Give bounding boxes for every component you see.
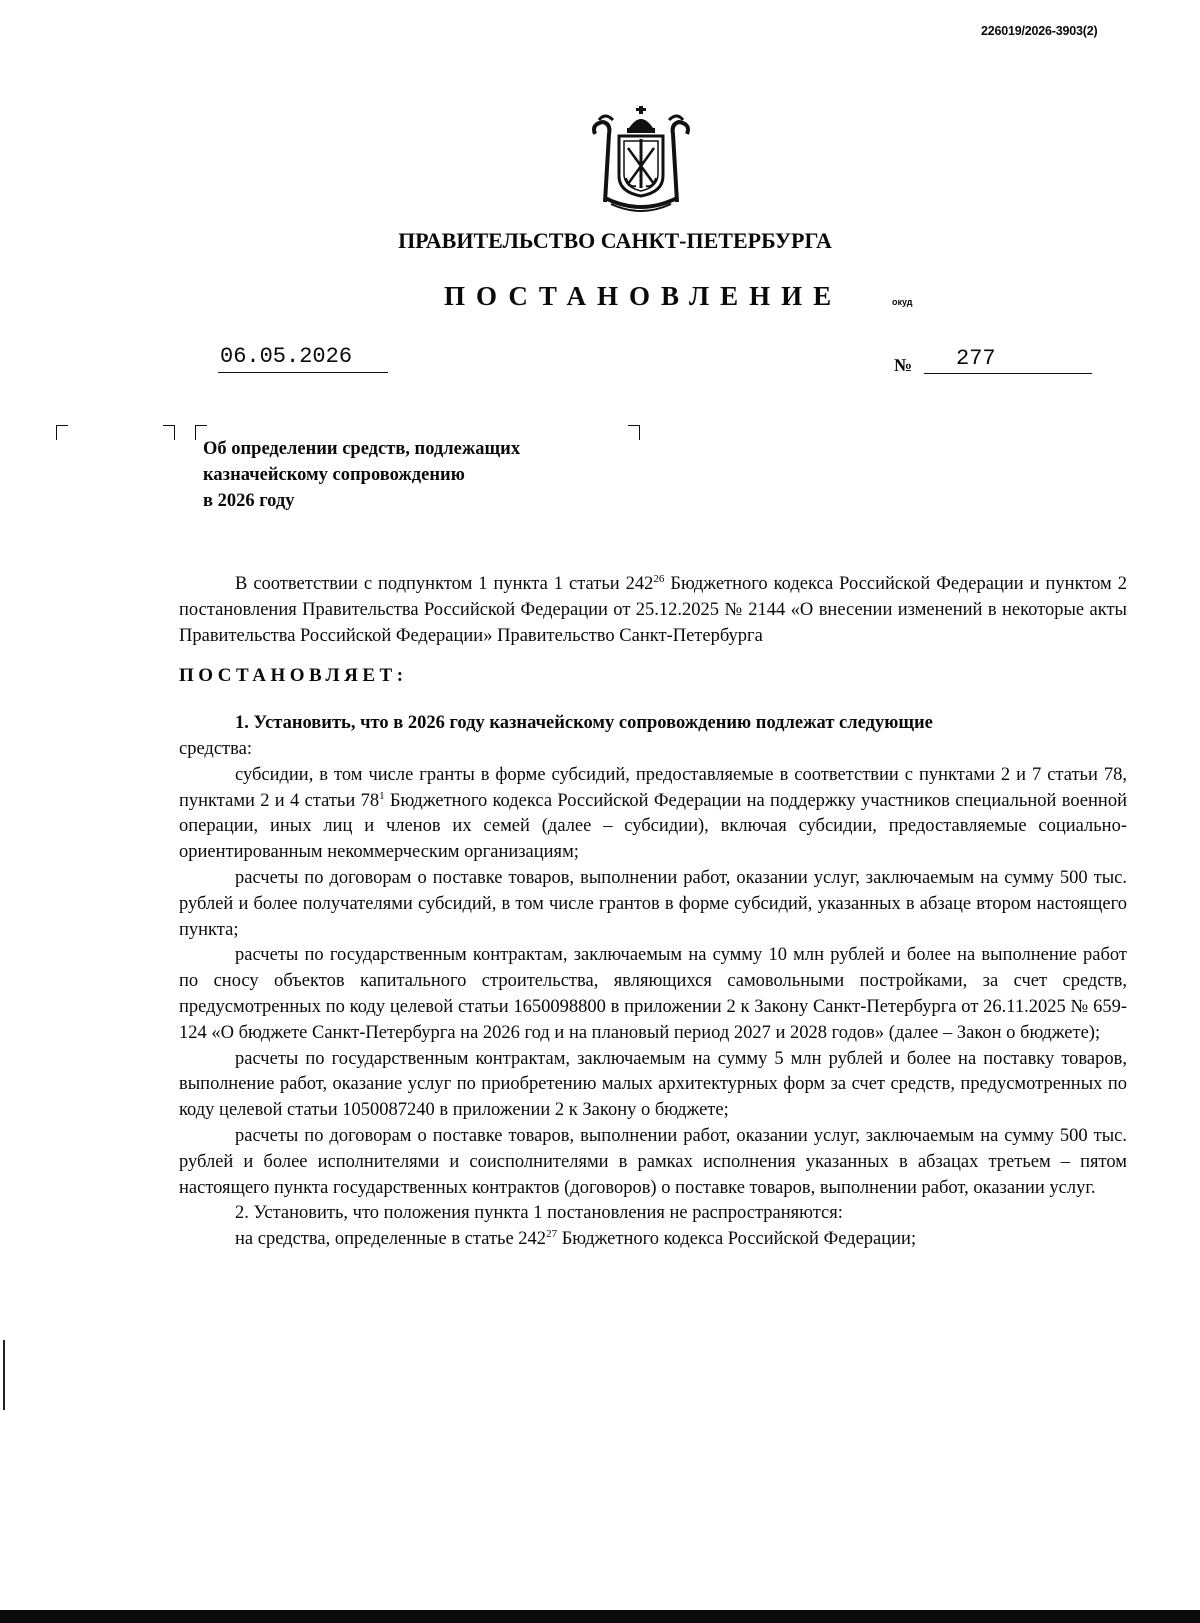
document-number-field: 277 (924, 345, 1092, 374)
clause-1-continuation: средства: (179, 738, 252, 759)
document-date-field: 06.05.2026 (218, 342, 388, 373)
subject-line-1: Об определении средств, подлежащих (203, 439, 521, 459)
subject-line-3: в 2026 году (203, 491, 295, 511)
corner-mark-left (56, 425, 68, 440)
scan-bottom-edge (0, 1610, 1200, 1623)
number-sign: № (894, 355, 913, 375)
document-subject (203, 436, 520, 514)
corner-mark-subject-right (628, 425, 640, 440)
clause-1-heading: 1. Установить, что в 2026 году казначейскому сопровождению подлежат следующие (235, 713, 933, 734)
document-registration-number: 226019/2026-3903(2) (981, 24, 1098, 38)
scan-edge-mark (3, 1340, 5, 1410)
clause-1-item-contracts-recipients: расчеты по договорам о поставке товаров, выполнении работ, оказании услуг, заключаемым на сумму 500 тыс. рублей и более получателями субсидий, в том числе грантов в форме субсидий, указанных в абзаце втором настоящего пункта; (179, 867, 1127, 940)
subject-line-2: казначейскому сопровождению (203, 465, 465, 485)
corner-mark-subject-left-outer (163, 425, 175, 440)
okud-label: окуд (892, 297, 913, 307)
clause-1-item-architectural-forms: расчеты по государственным контрактам, заключаемым на сумму 5 млн рублей и более на поставку товаров, выполнение работ, оказание услуг по приобретению малых архитектурных форм за счет средств, предусмотренных по коду целевой статьи 1050087240 в приложении 2 к Закону о бюджете; (179, 1048, 1127, 1121)
clause-1-item-demolition-contracts: расчеты по государственным контрактам, заключаемым на сумму 10 млн рублей и более на выполнение работ по сносу объектов капитального строительства, являющихся самовольными постройками, за счет средств, предусмотренных по коду целевой статьи 1650098800 в приложении 2 к Закону Санкт-Петербурга от 26.11.2025 № 659-124 «О бюджете Санкт-Петербурга на 2026 год и на плановый период 2027 и 2028 годов» (далее – Закон о бюджете); (179, 945, 1127, 1043)
coat-of-arms-emblem (591, 106, 691, 212)
clause-1-item-subcontractors: расчеты по договорам о поставке товаров, выполнении работ, оказании услуг, заключаемым на сумму 500 тыс. рублей и более исполнителями и соисполнителями в рамках исполнения указанных в абзацах третьем – пятом настоящего пункта государственных контрактов (договоров) о поставке товаров, выполнении работ, оказании услуг. (179, 1125, 1127, 1198)
clause-2-heading: 2. Установить, что положения пункта 1 постановления не распространяются: (235, 1203, 843, 1224)
preamble-paragraph: В соответствии с подпунктом 1 пункта 1 статьи $242^{26}$ Бюджетного кодекса Российской Федерации и пунктом 2 постановления Правительства Российской Федерации от 25.12.2025 № 2144 «О внесении изменений в некоторые акты Правительства Российской Федерации» Правительство Санкт-Петербурга (179, 572, 1127, 646)
government-title: ПРАВИТЕЛЬСТВО САНКТ-ПЕТЕРБУРГА (398, 228, 832, 253)
clause-1-item-subsidies: субсидии, в том числе гранты в форме субсидий, предоставляемые в соответствии с пунктами 2 и 7 статьи 78, пунктами 2 и 4 статьи $78^1$ Бюджетного кодекса Российской Федерации на поддержку участников специальной военной операции, иных лиц и членов их семей (далее – субсидии), включая субсидии, предоставляемые социально-ориентированным некоммерческим организациям; (179, 764, 1127, 863)
document-type-title: ПОСТАНОВЛЕНИЕ (444, 281, 843, 311)
document-body (179, 572, 1127, 1253)
decree-word: ПОСТАНОВЛЯЕТ: (179, 665, 408, 687)
clause-2-item-funds: на средства, определенные в статье $242^{27}$ Бюджетного кодекса Российской Федерации; (235, 1227, 917, 1250)
